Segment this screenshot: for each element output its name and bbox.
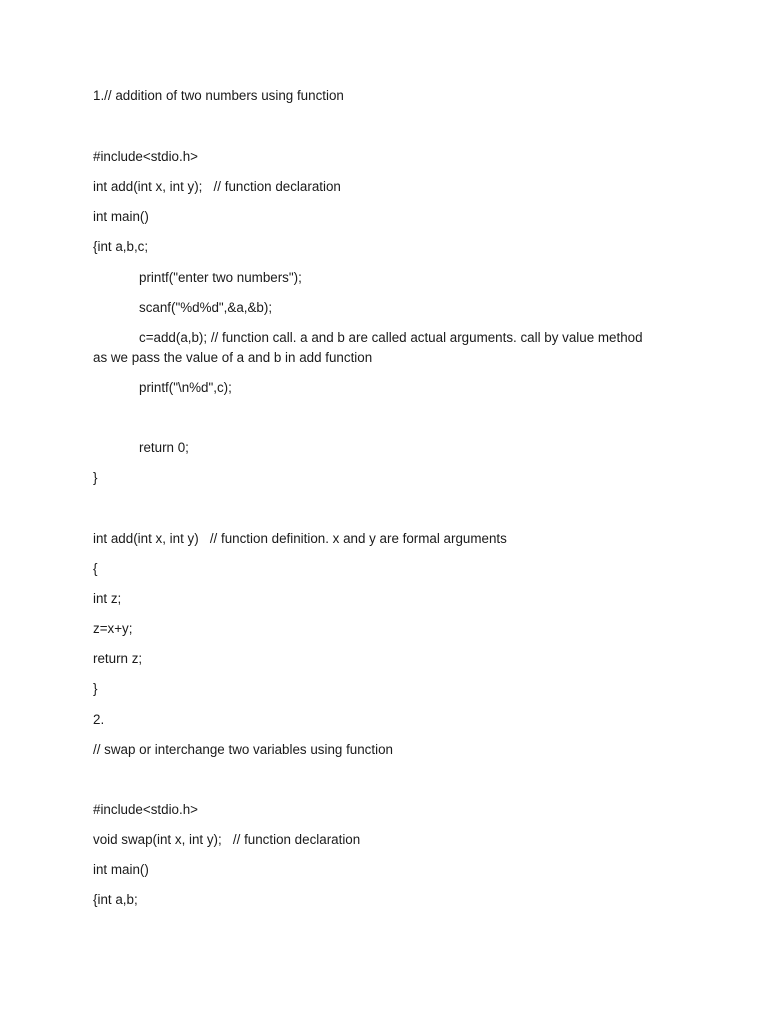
code-line: printf("\n%d",c);: [139, 380, 232, 395]
code-line: printf("enter two numbers");: [139, 270, 302, 285]
code-line: z=x+y;: [93, 621, 133, 636]
code-line: void swap(int x, int y); // function declaration: [93, 832, 361, 847]
code-line-text: c=add(a,b); // function call. a and b are called actual arguments. call by value method as we pass the value of a and b in add function: [93, 330, 643, 365]
heading-1: 1.// addition of two numbers using function: [93, 88, 344, 103]
code-line: int add(int x, int y) // function definition. x and y are formal arguments: [93, 531, 507, 546]
code-line: return 0;: [139, 440, 189, 455]
code-line: scanf("%d%d",&a,&b);: [139, 300, 273, 315]
code-line: return z;: [93, 651, 143, 666]
code-line: #include<stdio.h>: [93, 802, 198, 817]
code-line: int main(): [93, 862, 149, 877]
code-line: int z;: [93, 591, 122, 606]
code-line: {int a,b;: [93, 892, 138, 907]
code-line: #include<stdio.h>: [93, 149, 198, 164]
code-line: }: [93, 470, 98, 485]
code-line-wrapped: [93, 328, 643, 368]
code-line: }: [93, 681, 98, 696]
code-line: {int a,b,c;: [93, 239, 149, 254]
code-line: int add(int x, int y); // function declaration: [93, 179, 341, 194]
code-line: {: [93, 561, 98, 576]
code-line: // swap or interchange two variables using function: [93, 742, 393, 757]
code-line: int main(): [93, 209, 149, 224]
heading-2: 2.: [93, 712, 105, 727]
